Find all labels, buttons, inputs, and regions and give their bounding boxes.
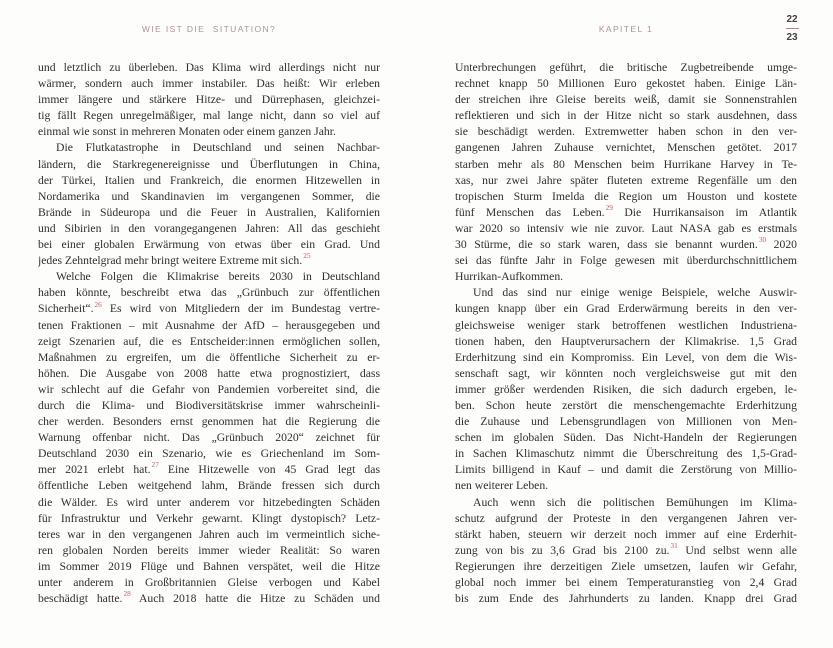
text-line: und Sibirien in den vorangegangenen Jahren: All das geschieht [38,221,380,235]
text-line: Sicherheit“.$^{26}$ Es wird von Mitgliedern der im Bundestag vertre- [38,301,380,316]
text-line: wir schlecht auf die Gefahr von Pandemien vorbereitet sind, die [38,382,380,396]
text-line: unter anderem in Großbritannien Gleise verbogen und Kabel [38,576,380,589]
text-line: stärkt haben, steuern wir derzeit noch immer auf eine Erderhit- [455,527,797,541]
text-line: Warnung offenbar nicht. Das „Grünbuch 2020“ zeichnet für [38,431,380,445]
text-line: tionen haben, den Hauptverursachern der Klimakrise. 1,5 Grad [455,334,797,348]
text-line: einmal wie sonst in mehreren Monaten oder einem ganzen Jahr. [38,125,336,139]
text-line: jedes Zehntelgrad mehr bringt weitere Extreme mit sich.$^{25}$ [38,253,311,268]
text-line: global noch immer bei einem Temperaturanstieg von 2,4 Grad [455,576,797,589]
text-line: beschädigt hatte.$^{28}$ Auch 2018 hatte die Hitze zu Schäden und [38,591,380,606]
page-number-block [781,13,803,44]
text-line: öffentliche Leben weitgehend lahm, Brände fressen sich durch [38,479,380,493]
text-line: bei einer globalen Erwärmung von etwas über ein Grad. Und [38,238,380,252]
footnote-marker: 28 [123,591,131,599]
text-line: und letztlich zu überleben. Das Klima wird allerdings nicht nur [38,61,380,74]
text-line: senschaft sagt, wir könnten noch vergleichsweise gut mit den [455,366,797,380]
footnote-marker: 27 [151,462,159,470]
text-line: durch die Klima- und Biodiversitätskrise immer wahrscheinli- [38,398,380,412]
right-page-text [455,60,797,607]
text-line: cher werden. Besonders ernst genommen hat die Regierung die [38,415,380,429]
text-line: Regierungen ihre derzeitigen Ziele umsetzen, laufen wir Gefahr, [455,559,797,573]
text-line: immer größer werdenden Risiken, die sich dadurch ergeben, le- [455,382,797,396]
page-number-divider [786,28,799,29]
text-line: 30 Stürme, die so stark waren, dass sie benannt wurden.$^{30}$ 2020 [455,237,797,252]
page-number-top: 22 [786,14,798,25]
footnote-marker: 26 [94,301,102,309]
left-page-text [38,60,380,607]
text-line: die Zuhause und Lebensgrundlagen von Millionen von Men- [455,415,797,429]
text-line: war 2020 so intensiv wie nie zuvor. Laut NASA gab es erstmals [455,221,797,235]
text-line: ben. Schon heute zerstört die menschengemachte Erderhitzung [455,398,797,412]
footnote-marker: 30 [758,237,767,245]
text-line: rechnet knapp 50 Millionen Euro gekostet haben. Einige Län- [455,77,797,91]
text-line: kungen knapp über ein Grad Erderwärmung bereits in den ver- [455,302,797,316]
text-line: Limits billigend in Kauf – und damit die Zerstörung von Millio- [455,463,797,477]
text-line: wärmer, sondern auch immer instabiler. Das heißt: Wir erleben [38,77,380,91]
text-line: Und das sind nur einige wenige Beispiele, welche Auswir- [473,286,797,300]
page-number-bottom: 23 [786,32,798,43]
text-line: bis zum Ende des Jahrhunderts zu landen. Knapp drei Grad [455,592,797,606]
text-line: Unterbrechungen geführt, die britische Zugbetreibende umge- [455,61,797,74]
text-line: Hurrikan-Aufkommen. [455,270,564,284]
text-line: Erderhitzung sind ein Kompromiss. Ein Level, von dem die Wis- [455,350,797,364]
text-line: gleichsweise weniger stark betroffenen westlichen Industriena- [455,318,797,332]
text-line: Welche Folgen die Klimakrise bereits 2030 in Deutschland [56,270,380,284]
text-line: gangenen Jahren Zuhause vernichtet, Menschen getötet. 2017 [455,141,797,155]
text-line: sie beschädigt werden. Extremwetter haben schon in den ver- [455,125,797,139]
text-line: Deutschland 2030 ein Szenario, wie es Griechenland im Som- [38,447,380,461]
footnote-marker: 29 [605,204,613,212]
running-title-left: WIE IST DIE SITUATION? [141,24,277,34]
text-line: tenen Fraktionen – mit Ausnahme der AfD – herausgegeben und [38,318,380,332]
text-line: mer 2021 erlebt hat.$^{27}$ Eine Hitzewelle von 45 Grad legt das [38,462,380,477]
text-line: Nordamerika und Skandinavien im vergangenen Sommer, die [38,189,380,203]
text-line: starben mehr als 80 Menschen beim Hurrikane Harvey in Te- [455,157,797,171]
text-line: reflektieren und sich in der Hitze nicht so stark ausdehnen, dass [455,109,797,123]
text-line: höhen. Die Ausgabe von 2008 hatte etwa prognostiziert, dass [38,366,380,380]
text-line: fünf Menschen das Leben.$^{29}$ Die Hurrikansaison im Atlantik [455,204,797,219]
text-line: die Wälder. Es wird unter anderem vor hitzebedingten Schäden [38,495,380,509]
text-line: Maßnahmen zu ergreifen, um die öffentliche Sicherheit zu er- [38,350,380,364]
text-line: haben könnte, beschreibt etwa das „Grünbuch zur öffentlichen [38,286,380,300]
text-line: ren globalen Norden bereits immer wieder Realität: So waren [38,543,380,557]
text-line: im Sommer 2019 Flüge und Bahnen verspätet, weil die Hitze [38,559,380,573]
text-line: immer längere und stärkere Hitze- und Dürrephasen, gleichzei- [38,93,380,107]
text-line: zeigt Szenarien auf, die es Entscheider:innen ermöglichen sollen, [38,334,380,348]
text-line: sei das fünfte Jahr in Folge gewesen mit überdurchschnittlichem [455,254,797,268]
text-line: xas, nur zwei Jahre später fluteten extreme Regenfälle um den [455,173,797,187]
text-line: schutz aufgrund der Proteste in den vergangenen Jahren ver- [455,511,797,525]
text-line: schen im globalen Süden. Das Nicht-Handeln der Regierungen [455,431,797,445]
footnote-marker: 25 [303,253,311,261]
text-line: nen weiterer Leben. [455,479,549,493]
text-line: der Türkei, Italien und Frankreich, die enormen Hitzewellen in [38,173,380,187]
text-line: der streichen ihre Gleise bereits weiß, damit sie Sonnenstrahlen [455,93,797,107]
text-line: für Infrastruktur und Verkehr gewarnt. Klingt dystopisch? Letz- [38,511,380,525]
running-title-right: KAPITEL 1 [598,24,654,34]
text-line: tropischen Sturm Imelda die Region um Houston und kostete [455,189,797,203]
text-line: in Sachen Klimaschutz nimmt die Überschreitung des 1,5-Grad- [455,447,797,461]
text-line: tig fällt Regen unregelmäßiger, mal lange nicht, dann so viel auf [38,109,380,123]
text-line: teres war in den vergangenen Jahren auch im vermeintlich siche- [38,527,380,541]
text-line: ländern, die Starkregenereignisse und Überflutungen in China, [38,157,380,171]
text-line: Brände in Südeuropa und die Feuer in Australien, Kalifornien [38,205,380,219]
text-line: Auch wenn sich die politischen Bemühungen im Klima- [473,495,797,509]
text-line: zung von bis zu 3,6 Grad bis 2100 zu.$^{31}$ Und selbst wenn alle [455,542,797,557]
footnote-marker: 31 [670,542,678,550]
text-line: Die Flutkatastrophe in Deutschland und seinen Nachbar- [56,141,380,155]
